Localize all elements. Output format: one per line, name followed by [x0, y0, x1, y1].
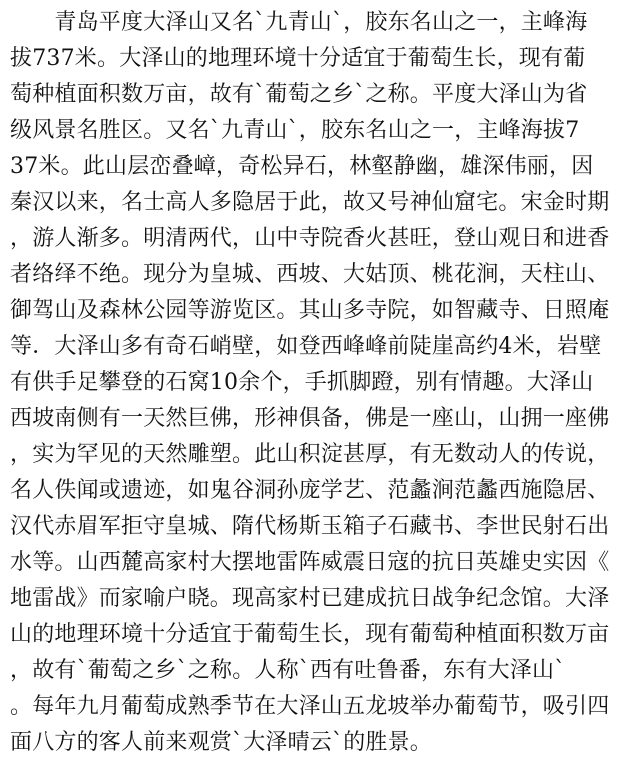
- text-line: 名人佚闻或遗迹，如鬼谷洞孙庞学艺、范蠡涧范蠡西施隐居、: [10, 478, 610, 503]
- text-line: 者络绎不绝。现分为皇城、西坡、大姑顶、桃花涧，天柱山、: [10, 262, 610, 287]
- text-line: ，实为罕见的天然雕塑。此山积淀甚厚，有无数动人的传说，: [10, 442, 610, 467]
- text-line: 山的地理环境十分适宜于葡萄生长，现有葡萄种植面积数万亩: [10, 622, 610, 647]
- text-line: 秦汉以来，名士高人多隐居于此，故又号神仙窟宅。宋金时期: [10, 190, 610, 215]
- text-line: 地雷战》而家喻户晓。现高家村已建成抗日战争纪念馆。大泽: [10, 586, 610, 611]
- text-line: 37米。此山层峦叠嶂，奇松异石，林壑静幽，雄深伟丽，因: [10, 154, 594, 179]
- text-line: 等．大泽山多有奇石峭壁，如登西峰峰前陡崖高约4米，岩壁: [10, 334, 602, 359]
- text-line: 萄种植面积数万亩，故有`葡萄之乡`之称。平度大泽山为省: [10, 82, 588, 107]
- text-line: 汉代赤眉军拒守皇城、隋代杨斯玉箱子石藏书、李世民射石出: [10, 514, 610, 539]
- text-line: 面八方的客人前来观赏`大泽晴云`的胜景。: [10, 730, 433, 755]
- text-line: 级风景名胜区。又名`九青山`，胶东名山之一，主峰海拔7: [10, 118, 580, 143]
- text-line: ，故有`葡萄之乡`之称。人称`西有吐鲁番，东有大泽山`: [10, 658, 566, 683]
- text-line: 。每年九月葡萄成熟季节在大泽山五龙坡举办葡萄节，吸引四: [10, 694, 610, 719]
- text-line: 水等。山西麓高家村大摆地雷阵威震日寇的抗日英雄史实因《: [10, 550, 610, 575]
- text-line: 御驾山及森林公园等游览区。其山多寺院，如智藏寺、日照庵: [10, 298, 610, 323]
- text-line: 西坡南侧有一天然巨佛，形神俱备，佛是一座山，山拥一座佛: [10, 406, 610, 431]
- text-line: 青岛平度大泽山又名`九青山`，胶东名山之一，主峰海: [10, 10, 588, 35]
- text-line: 拔737米。大泽山的地理环境十分适宜于葡萄生长，现有葡: [10, 46, 586, 71]
- text-line: ，游人渐多。明清两代，山中寺院香火甚旺，登山观日和进香: [10, 226, 610, 251]
- text-line: 有供手足攀登的石窝10余个，手抓脚蹬，别有情趣。大泽山: [10, 370, 594, 395]
